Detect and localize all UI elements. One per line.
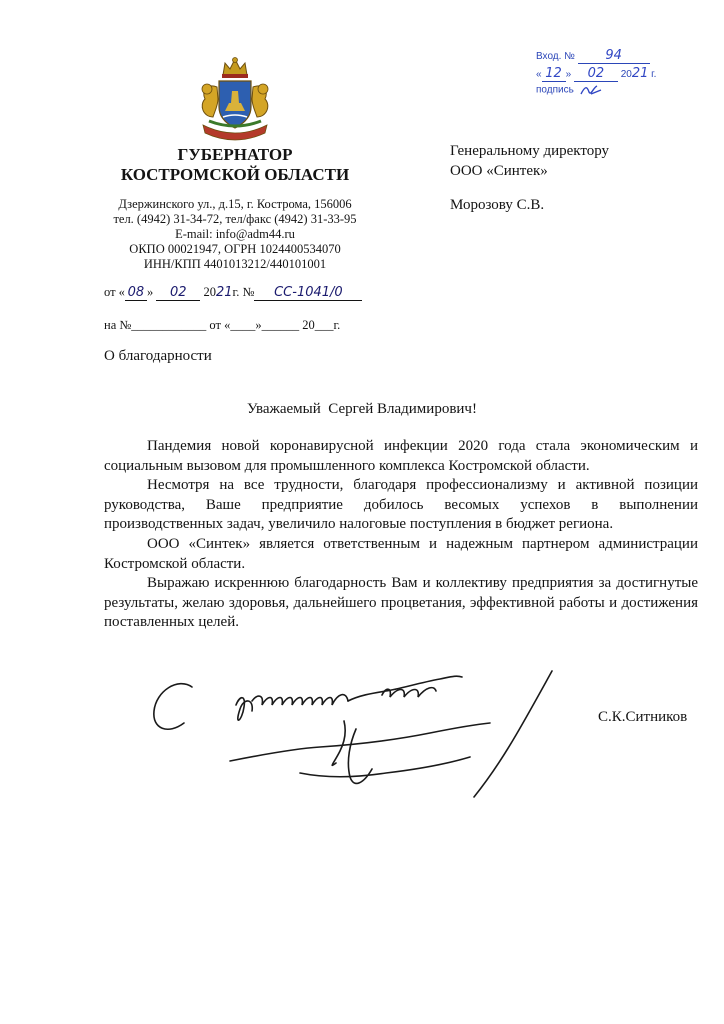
org-title-line1: ГУБЕРНАТОР xyxy=(177,145,293,164)
stamp-date-row xyxy=(536,66,656,82)
body-paragraph-2: Несмотря на все трудности, благодаря профессионализму и активной позиции руководства, Ваше предприятие добилось весомых успехов в выполнении производственных задач, увеличило налоговые поступления в бюджет региона. xyxy=(104,477,698,533)
letter-subject: О благодарности xyxy=(104,348,212,364)
stamp-signature-row xyxy=(536,82,607,98)
stamp-initials-icon xyxy=(577,82,607,98)
recipient-block xyxy=(450,141,609,215)
stamp-quote-open: « xyxy=(536,69,542,80)
stamp-year-unit: г. xyxy=(651,69,657,80)
outgoing-number: СС-1041/0 xyxy=(254,285,362,301)
org-inn: ИНН/КПП 4401013212/440101001 xyxy=(143,257,327,271)
org-okpo: ОКПО 00021947, ОГРН 1024400534070 xyxy=(129,242,341,256)
body-paragraph-1: Пандемия новой коронавирусной инфекции 2020 года стала экономическим и социальным вызовом для промышленного комплекса Костромской области. xyxy=(104,438,698,474)
body-paragraph-3: ООО «Синтек» является ответственным и надежным партнером администрации Костромской области. xyxy=(104,535,698,572)
signer-name: С.К.Ситников xyxy=(598,709,688,725)
recipient-position: Генеральному директору xyxy=(450,143,610,159)
outgoing-year-suffix: 21 xyxy=(215,285,233,300)
org-contact-info xyxy=(100,197,370,272)
stamp-month: 02 xyxy=(574,66,618,82)
outgoing-day: 08 xyxy=(125,285,147,301)
recipient-name: Морозову С.В. xyxy=(450,197,545,213)
stamp-quote-close: » xyxy=(565,69,572,80)
body-paragraph-4: Выражаю искреннюю благодарность Вам и коллективу предприятия за достигнутые результаты, желаю здоровья, дальнейшего процветания, эффективной работы и достижения поставленных целей. xyxy=(104,575,698,631)
org-title xyxy=(100,145,370,185)
handwritten-signature-icon xyxy=(150,665,570,805)
stamp-label: Вход. № xyxy=(536,51,575,62)
outgoing-year-prefix: 20 xyxy=(203,285,216,299)
outgoing-month: 02 xyxy=(156,285,200,301)
outgoing-quote-close: » xyxy=(146,285,154,299)
recipient-company: ООО «Синтек» xyxy=(450,163,548,179)
stamp-number-row xyxy=(536,48,650,64)
stamp-year-prefix: 20 xyxy=(620,69,632,80)
stamp-day: 12 xyxy=(542,66,566,82)
outgoing-from-label: от « xyxy=(104,285,125,299)
letter-body xyxy=(104,437,698,633)
org-email: E-mail: info@adm44.ru xyxy=(175,227,295,241)
stamp-year-suffix: 21 xyxy=(631,66,649,81)
coat-of-arms-icon xyxy=(185,55,285,143)
org-title-line2: КОСТРОМСКОЙ ОБЛАСТИ xyxy=(120,165,350,184)
outgoing-number-label: г. № xyxy=(232,285,255,299)
org-phones: тел. (4942) 31-34-72, тел/факс (4942) 31-33-95 xyxy=(113,212,357,226)
org-address: Дзержинского ул., д.15, г. Кострома, 156006 xyxy=(118,197,352,211)
stamp-signature-label: подпись xyxy=(536,84,574,96)
stamp-number: 94 xyxy=(578,48,650,64)
reference-line: на №____________ от «____»______ 20___г. xyxy=(104,318,341,332)
letter-greeting: Уважаемый Сергей Владимирович! xyxy=(247,401,477,417)
outgoing-number-line xyxy=(104,285,362,301)
